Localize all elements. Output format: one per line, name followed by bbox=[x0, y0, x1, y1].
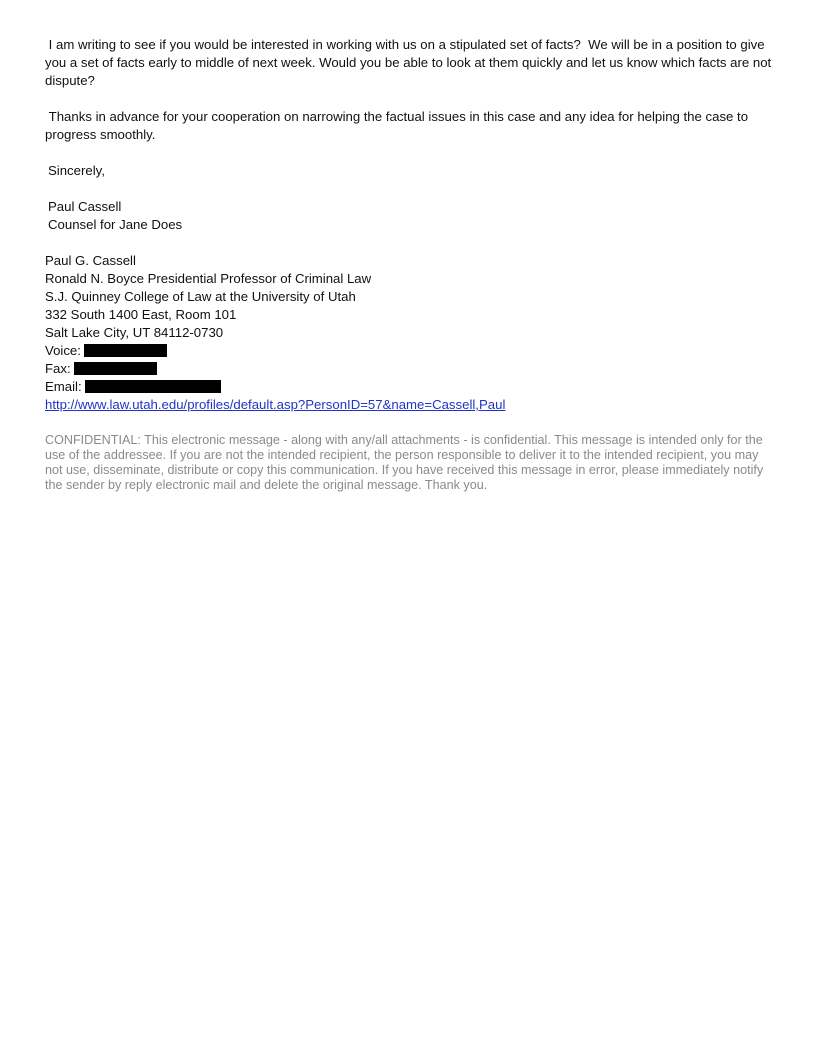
email-redaction bbox=[85, 380, 221, 393]
closing-text: Sincerely, bbox=[48, 163, 105, 178]
sender-role: Counsel for Jane Does bbox=[48, 217, 183, 232]
voice-label: Voice: bbox=[45, 343, 81, 358]
email-document bbox=[45, 36, 773, 493]
voice-line bbox=[45, 342, 773, 360]
profile-url[interactable]: http://www.law.utah.edu/profiles/default.asp?PersonID=57&name=Cassell,Paul bbox=[45, 397, 506, 412]
signature-name: Paul G. Cassell bbox=[45, 253, 136, 268]
spacer bbox=[45, 234, 773, 252]
spacer bbox=[45, 144, 773, 162]
signature-block bbox=[45, 252, 773, 414]
email-line bbox=[45, 378, 773, 396]
spacer bbox=[45, 90, 773, 108]
body-paragraph-request: I am writing to see if you would be interested in working with us on a stipulated set of facts? We will be in a position to give you a set of facts early to middle of next week. Would you be able to look at them quickly and let us know which facts are not dispute? bbox=[45, 37, 775, 88]
signature-title: Ronald N. Boyce Presidential Professor of Criminal Law bbox=[45, 271, 372, 286]
confidentiality-notice: CONFIDENTIAL: This electronic message - along with any/all attachments - is confidential. This message is intended only for the use of the addressee. If you are not the intended recipient, the person responsible to deliver it to the intended recipient, you may not use, disseminate, distribute or copy this communication. If you have received this message in error, please immediately notify the sender by reply electronic mail and delete the original message. Thank you. bbox=[45, 433, 764, 492]
fax-label: Fax: bbox=[45, 361, 71, 376]
email-label: Email: bbox=[45, 379, 82, 394]
signature-address-city: Salt Lake City, UT 84112-0730 bbox=[45, 325, 224, 340]
voice-redaction bbox=[84, 344, 167, 357]
signature-address-street: 332 South 1400 East, Room 101 bbox=[45, 307, 237, 322]
fax-line bbox=[45, 360, 773, 378]
profile-link[interactable] bbox=[45, 396, 773, 414]
body-paragraph-thanks: Thanks in advance for your cooperation on narrowing the factual issues in this case and any idea for helping the case to progress smoothly. bbox=[45, 109, 752, 142]
spacer bbox=[45, 180, 773, 198]
fax-redaction bbox=[74, 362, 157, 375]
sender-name: Paul Cassell bbox=[48, 199, 122, 214]
signature-institution: S.J. Quinney College of Law at the University of Utah bbox=[45, 289, 356, 304]
